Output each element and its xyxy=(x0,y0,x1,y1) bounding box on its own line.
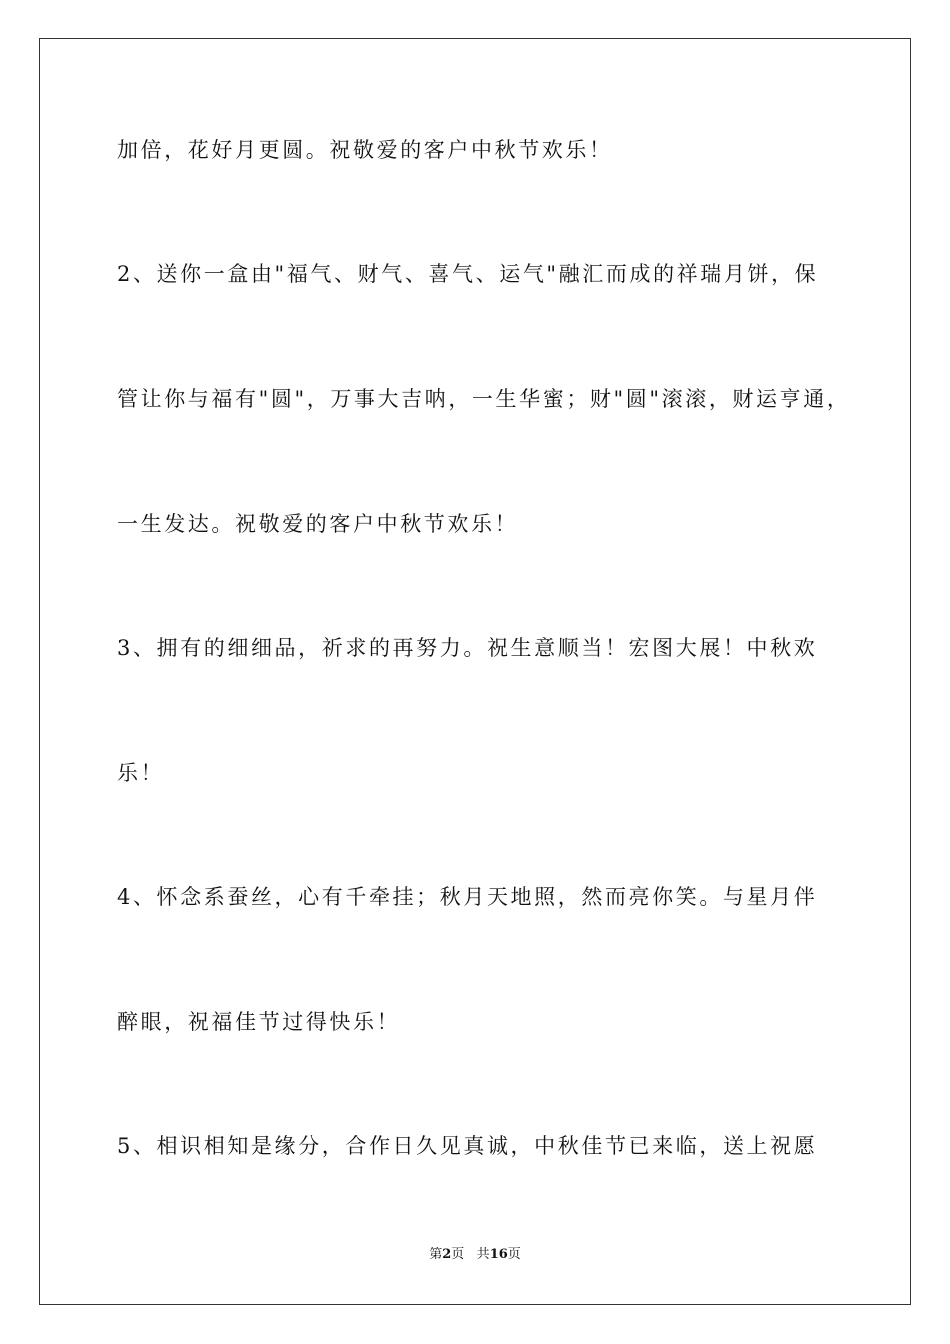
body-text-line: 乐！ xyxy=(117,761,165,785)
page-number-suffix: 页 xyxy=(451,1247,465,1262)
page-footer xyxy=(0,1243,950,1262)
page-frame xyxy=(39,38,911,1305)
page-number-prefix: 第 xyxy=(429,1247,443,1262)
page-number: 2 xyxy=(442,1247,452,1262)
body-text-line: 2、送你一盒由"福气、财气、喜气、运气"融汇而成的祥瑞月饼，保 xyxy=(117,262,819,286)
body-text-line: 醉眼，祝福佳节过得快乐！ xyxy=(117,1010,401,1034)
total-pages: 16 xyxy=(489,1247,508,1262)
body-text-line: 一生发达。祝敬爱的客户中秋节欢乐！ xyxy=(117,512,519,536)
body-text-line: 4、怀念系蚕丝，心有千牵挂；秋月天地照，然而亮你笑。与星月伴 xyxy=(117,885,818,909)
total-pages-prefix: 共 xyxy=(476,1247,490,1262)
body-text-line: 5、相识相知是缘分，合作日久见真诚，中秋佳节已来临，送上祝愿 xyxy=(117,1134,818,1158)
body-text-line: 管让你与福有"圆"，万事大吉呐，一生华蜜；财"圆"滚滚，财运亨通， xyxy=(117,387,851,411)
body-text-line: 加倍，花好月更圆。祝敬爱的客户中秋节欢乐！ xyxy=(117,138,613,162)
body-text-line: 3、拥有的细细品，祈求的再努力。祝生意顺当！宏图大展！中秋欢 xyxy=(117,636,818,660)
total-pages-suffix: 页 xyxy=(507,1247,521,1262)
